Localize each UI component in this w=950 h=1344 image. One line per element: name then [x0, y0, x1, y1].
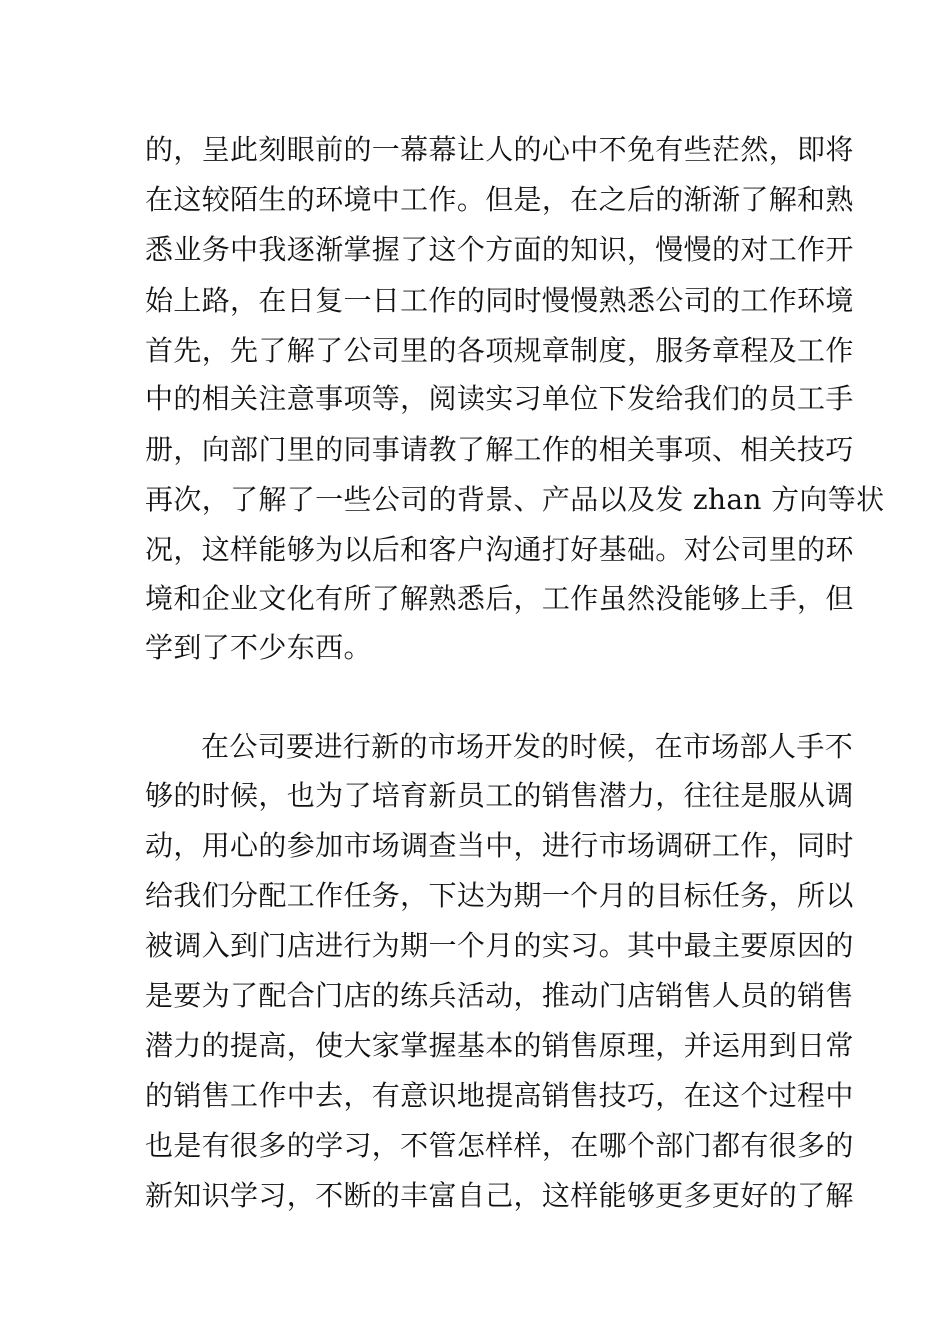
text-line: 中的相关注意事项等，阅读实习单位下发给我们的员工手	[145, 382, 854, 415]
text-line: 况，这样能够为以后和客户沟通打好基础。对公司里的环	[145, 533, 854, 566]
text-line: 够的时候，也为了培育新员工的销售潜力，往往是服从调	[145, 779, 854, 812]
text-line: 再次，了解了一些公司的背景、产品以及发 zhan 方向等状	[145, 483, 885, 516]
text-line: 学到了不少东西。	[145, 631, 372, 664]
text-line: 动，用心的参加市场调查当中，进行市场调研工作，同时	[145, 829, 854, 862]
text-line: 潜力的提高，使大家掌握基本的销售原理，并运用到日常	[145, 1029, 854, 1062]
text-line: 是要为了配合门店的练兵活动，推动门店销售人员的销售	[145, 979, 854, 1012]
text-line: 被调入到门店进行为期一个月的实习。其中最主要原因的	[145, 929, 854, 962]
text-line: 也是有很多的学习，不管怎样样，在哪个部门都有很多的	[145, 1129, 854, 1162]
text-line: 始上路，在日复一日工作的同时慢慢熟悉公司的工作环境	[145, 284, 854, 317]
text-line: 的，呈此刻眼前的一幕幕让人的心中不免有些茫然，即将	[145, 133, 854, 166]
text-line: 的销售工作中去，有意识地提高销售技巧，在这个过程中	[145, 1079, 854, 1112]
text-line: 境和企业文化有所了解熟悉后，工作虽然没能够上手，但	[145, 582, 854, 615]
text-line: 悉业务中我逐渐掌握了这个方面的知识，慢慢的对工作开	[145, 233, 854, 266]
text-line: 首先，先了解了公司里的各项规章制度，服务章程及工作	[145, 334, 854, 367]
text-line: 新知识学习，不断的丰富自己，这样能够更多更好的了解	[145, 1179, 854, 1212]
text-line: 在这较陌生的环境中工作。但是，在之后的渐渐了解和熟	[145, 183, 854, 216]
text-line: 册，向部门里的同事请教了解工作的相关事项、相关技巧	[145, 433, 854, 466]
text-line: 给我们分配工作任务，下达为期一个月的目标任务，所以	[145, 879, 854, 912]
text-line: 在公司要进行新的市场开发的时候，在市场部人手不	[201, 730, 854, 763]
